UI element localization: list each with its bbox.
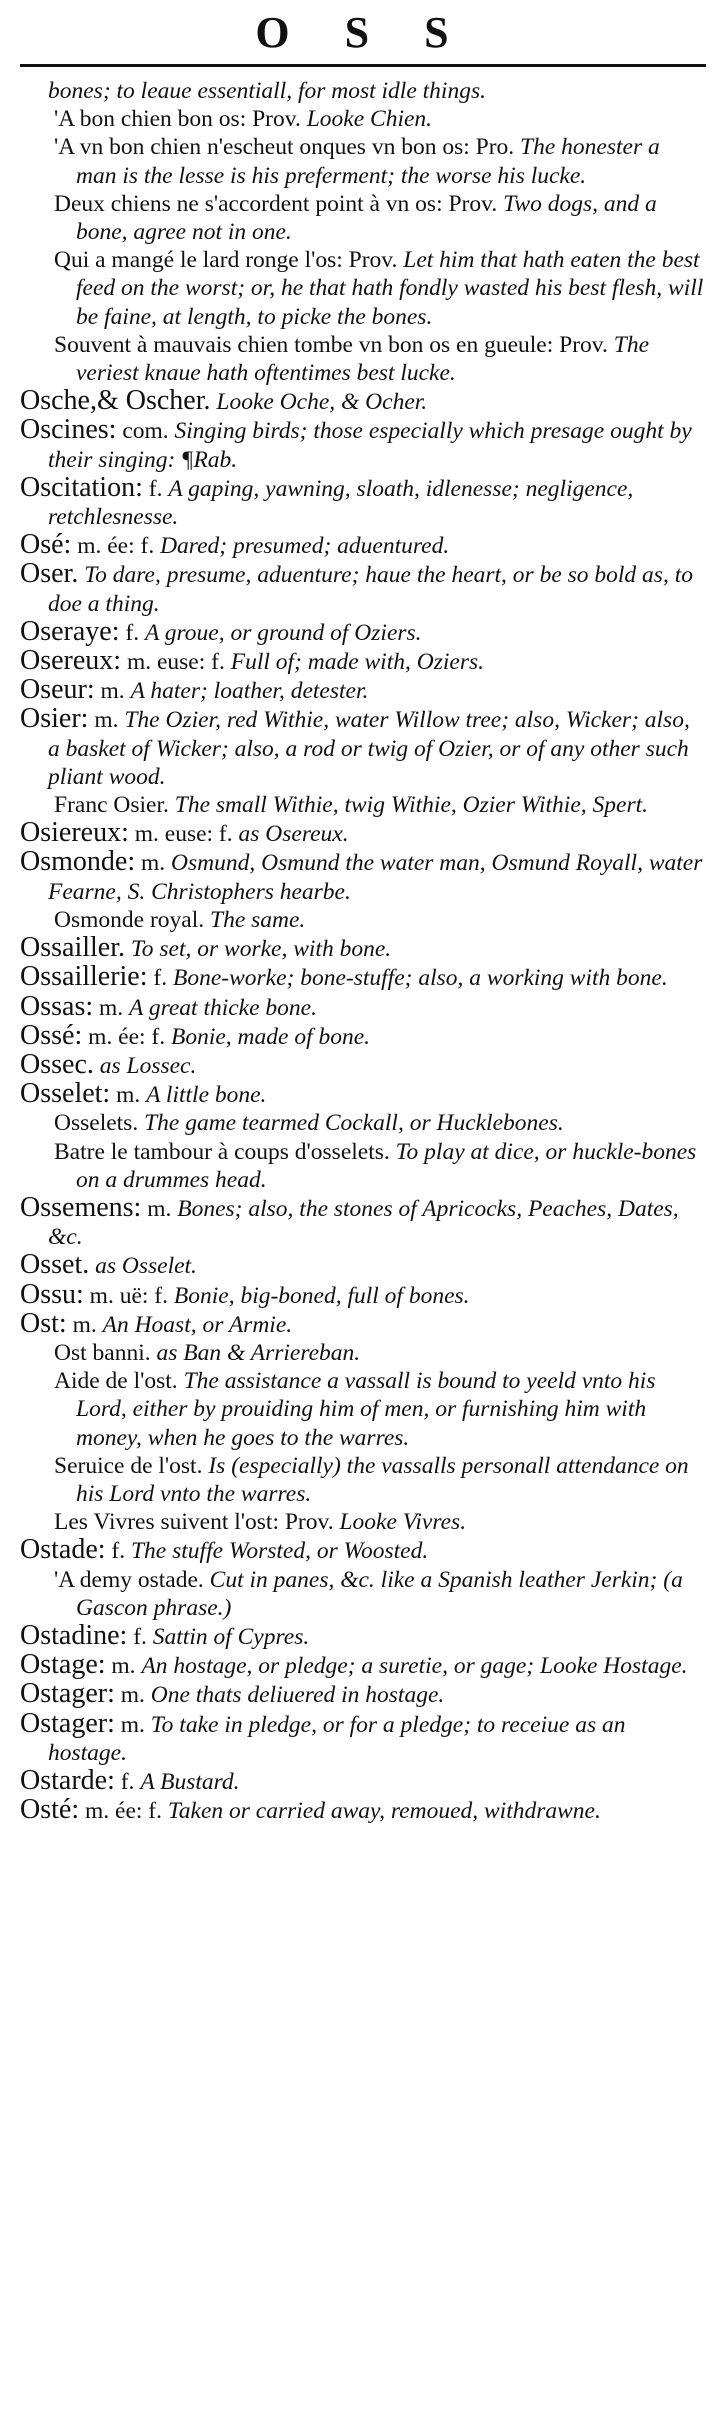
french-text: m. (120, 1682, 145, 1709)
dictionary-entry (20, 1048, 706, 1080)
french-text: Batre le tambour à coups d'osselets. (54, 1138, 390, 1165)
english-gloss: Singing birds; those especially which presage ought by their singing: ¶Rab. (48, 418, 692, 473)
french-text: f. (111, 1538, 126, 1565)
headword: Osté: (20, 1794, 80, 1826)
dictionary-entry (20, 1651, 706, 1680)
english-gloss: A hater; loather, detester. (130, 678, 369, 705)
french-text: m. (72, 1311, 97, 1338)
english-gloss: Let him that hath eaten the best feed on the worst; or, he that hath fondly wasted his best flesh, will be faine, at length, to picke the bones. (76, 247, 704, 330)
dictionary-entry (20, 1619, 706, 1651)
french-text: Osmonde royal. (54, 906, 205, 933)
french-text: m. (111, 1653, 136, 1680)
french-text: m. ée: f. (77, 533, 155, 560)
dictionary-entry (20, 387, 706, 416)
dictionary-entry (20, 705, 706, 791)
dictionary-entry (20, 934, 706, 963)
header-rule (20, 64, 706, 67)
english-gloss: Bones; also, the stones of Apricocks, Peaches, Dates, &c. (48, 1195, 679, 1251)
headword: Oseur: (20, 674, 95, 706)
english-gloss: Looke Chien. (306, 106, 433, 133)
dictionary-entry (20, 990, 706, 1022)
dictionary-entry (20, 531, 706, 560)
sub-entry (20, 133, 706, 189)
sub-entry (20, 1566, 706, 1622)
headword: Ossaillerie: (20, 961, 148, 993)
french-text: f. (120, 1768, 135, 1795)
dictionary-entry (20, 819, 706, 848)
english-gloss: The assistance a vassall is bound to yeeld vnto his Lord, either by prouiding him of men, or furnishing him with money, when he goes to the warres. (76, 1368, 656, 1451)
headword: Ossec. (20, 1048, 94, 1080)
french-text: m. ée: f. (88, 1023, 166, 1050)
french-text: m. euse: f. (126, 649, 225, 676)
dictionary-entry (20, 1536, 706, 1565)
english-gloss: To set, or worke, with bone. (130, 936, 392, 963)
english-gloss: A Bustard. (140, 1768, 240, 1795)
english-gloss: The Ozier, red Withie, water Willow tree; also, Wicker; also, a basket of Wicker; also, a rod or twig of Ozier, or of any other such pliant wood. (48, 707, 690, 790)
dictionary-entry (20, 1707, 706, 1767)
french-text: Deux chiens ne s'accordent point à vn os: Prov. (54, 190, 498, 217)
headword: Oscines: (20, 414, 117, 446)
english-gloss: Cut in panes, &c. like a Spanish leather Jerkin; (a Gascon phrase.) (76, 1566, 683, 1621)
english-gloss: Taken or carried away, remoued, withdrawne. (167, 1798, 601, 1825)
english-gloss: The honester a man is the lesse is his preferment; the worse his lucke. (76, 134, 660, 189)
french-text: Seruice de l'ost. (54, 1452, 203, 1479)
dictionary-entry (20, 1307, 706, 1339)
headword: Ostade: (20, 1534, 106, 1566)
sub-entry (20, 246, 706, 331)
continued-entry (20, 77, 706, 105)
sub-entry (20, 1109, 706, 1137)
french-text: f. (153, 965, 168, 992)
english-gloss: as Lossec. (99, 1052, 197, 1079)
headword: Ostager: (20, 1678, 115, 1710)
french-text: f. (148, 475, 163, 502)
sub-entry (20, 1452, 706, 1508)
headword: Ostage: (20, 1649, 106, 1681)
dictionary-entry (20, 1278, 706, 1310)
dictionary-entry (20, 1796, 706, 1825)
sub-entry (20, 1508, 706, 1536)
french-text: Les Vivres suivent l'ost: Prov. (54, 1509, 334, 1536)
french-text: m. (99, 994, 124, 1021)
french-text: f. (125, 619, 140, 646)
english-gloss: Looke Oche, & Ocher. (216, 389, 428, 416)
french-text: Ost banni. (54, 1339, 151, 1366)
english-gloss: A little bone. (146, 1082, 267, 1109)
entry-list (20, 77, 706, 1825)
french-text: m. uë: f. (89, 1282, 168, 1309)
english-gloss: Osmund, Osmund the water man, Osmund Royall, water Fearne, S. Christophers hearbe. (48, 850, 703, 905)
english-gloss: To dare, presume, aduenture; haue the heart, or be so bold as, to doe a thing. (48, 562, 693, 617)
headword: Osche,& Oscher. (20, 385, 211, 417)
headword: Ossas: (20, 990, 94, 1022)
english-gloss: To take in pledge, or for a pledge; to receiue as an hostage. (48, 1711, 626, 1766)
dictionary-entry (20, 647, 706, 676)
headword: Osier: (20, 703, 89, 735)
french-text: m. (94, 707, 119, 734)
english-gloss: Bonie, big-boned, full of bones. (173, 1282, 470, 1309)
sub-entry (20, 1367, 706, 1452)
headword: Ostarde: (20, 1764, 115, 1796)
sub-entry (20, 190, 706, 246)
dictionary-entry (20, 416, 706, 473)
english-gloss: A great thicke bone. (129, 994, 317, 1021)
english-gloss: One thats deliuered in hostage. (150, 1682, 445, 1709)
french-text: com. (122, 418, 169, 445)
english-gloss: The small Withie, twig Withie, Ozier Withie, Spert. (174, 792, 648, 819)
headword: Osselet: (20, 1078, 111, 1110)
headword: Oseraye: (20, 615, 120, 647)
headword: Osereux: (20, 645, 122, 677)
english-gloss: Is (especially) the vassalls personall attendance on his Lord vnto the warres. (76, 1452, 689, 1507)
english-gloss: as Ban & Arriereban. (156, 1339, 361, 1366)
headword: Ost: (20, 1307, 67, 1339)
english-gloss: Two dogs, and a bone, agree not in one. (76, 190, 657, 246)
headword: Ostager: (20, 1707, 115, 1739)
english-gloss: Sattin of Cypres. (152, 1623, 310, 1650)
french-text: Souvent à mauvais chien tombe vn bon os en gueule: Prov. (54, 331, 608, 358)
dictionary-entry (20, 1680, 706, 1709)
french-text: m. (140, 850, 166, 877)
dictionary-entry (20, 560, 706, 617)
english-gloss: To play at dice, or huckle-bones on a drummes head. (76, 1138, 697, 1193)
headword: Osiereux: (20, 817, 129, 849)
french-text: m. euse: f. (134, 821, 233, 848)
english-gloss: as Osereux. (238, 821, 349, 848)
dictionary-entry (20, 676, 706, 705)
english-gloss: The veriest knaue hath oftentimes best lucke. (76, 331, 650, 387)
french-text: f. (133, 1623, 147, 1650)
dictionary-entry (20, 615, 706, 647)
french-text: Aide de l'ost. (54, 1368, 178, 1395)
dictionary-entry (20, 1191, 706, 1251)
sub-entry (20, 1339, 706, 1367)
french-text: m. (147, 1195, 172, 1222)
english-gloss: A groue, or ground of Oziers. (144, 619, 422, 646)
english-gloss: Full of; made with, Oziers. (230, 649, 484, 676)
english-gloss: as Osselet. (95, 1253, 197, 1280)
headword: Ossé: (20, 1019, 83, 1051)
page-title: O S S (255, 7, 471, 57)
dictionary-entry (20, 1251, 706, 1280)
english-gloss: Bone-worke; bone-stuffe; also, a working with bone. (172, 965, 668, 992)
dictionary-entry (20, 963, 706, 992)
french-text: 'A bon chien bon os: Prov. (54, 106, 301, 133)
headword: Osmonde: (20, 846, 136, 878)
english-gloss: The same. (210, 906, 306, 933)
headword: Oser. (20, 558, 79, 590)
english-gloss: bones; to leaue essentiall, for most idle things. (48, 78, 486, 104)
headword: Osé: (20, 529, 72, 561)
dictionary-entry (20, 1019, 706, 1051)
french-text: Osselets. (54, 1110, 139, 1137)
running-header (20, 0, 706, 64)
dictionary-entry (20, 471, 706, 531)
sub-entry (20, 1138, 706, 1194)
dictionary-entry (20, 1080, 706, 1109)
french-text: m. (100, 678, 125, 705)
french-text: m. (116, 1082, 141, 1109)
english-gloss: A gaping, yawning, sloath, idlenesse; negligence, retchlesnesse. (48, 475, 634, 531)
sub-entry (20, 105, 706, 133)
headword: Ossailler. (20, 932, 125, 964)
headword: Oscitation: (20, 471, 143, 503)
french-text: Qui a mangé le lard ronge l'os: Prov. (54, 247, 398, 274)
english-gloss: Dared; presumed; aduentured. (160, 533, 450, 560)
english-gloss: The stuffe Worsted, or Woosted. (130, 1538, 429, 1565)
english-gloss: An hostage, or pledge; a suretie, or gage; Looke Hostage. (141, 1653, 688, 1680)
headword: Osset. (20, 1249, 90, 1281)
french-text: m. ée: f. (84, 1798, 162, 1825)
headword: Ostadine: (20, 1619, 128, 1651)
dictionary-entry (20, 1764, 706, 1796)
sub-entry (20, 331, 706, 387)
english-gloss: The game tearmed Cockall, or Hucklebones. (144, 1110, 564, 1137)
headword: Ossu: (20, 1278, 84, 1310)
english-gloss: Bonie, made of bone. (170, 1023, 371, 1050)
french-text: 'A vn bon chien n'escheut onques vn bon os: Pro. (54, 134, 515, 161)
english-gloss: An Hoast, or Armie. (102, 1311, 293, 1338)
dictionary-entry (20, 848, 706, 905)
sub-entry (20, 791, 706, 819)
sub-entry (20, 906, 706, 934)
french-text: Franc Osier. (54, 792, 169, 819)
french-text: m. (120, 1711, 145, 1738)
french-text: 'A demy ostade. (54, 1566, 204, 1593)
english-gloss: Looke Vivres. (339, 1509, 467, 1536)
headword: Ossemens: (20, 1191, 142, 1223)
